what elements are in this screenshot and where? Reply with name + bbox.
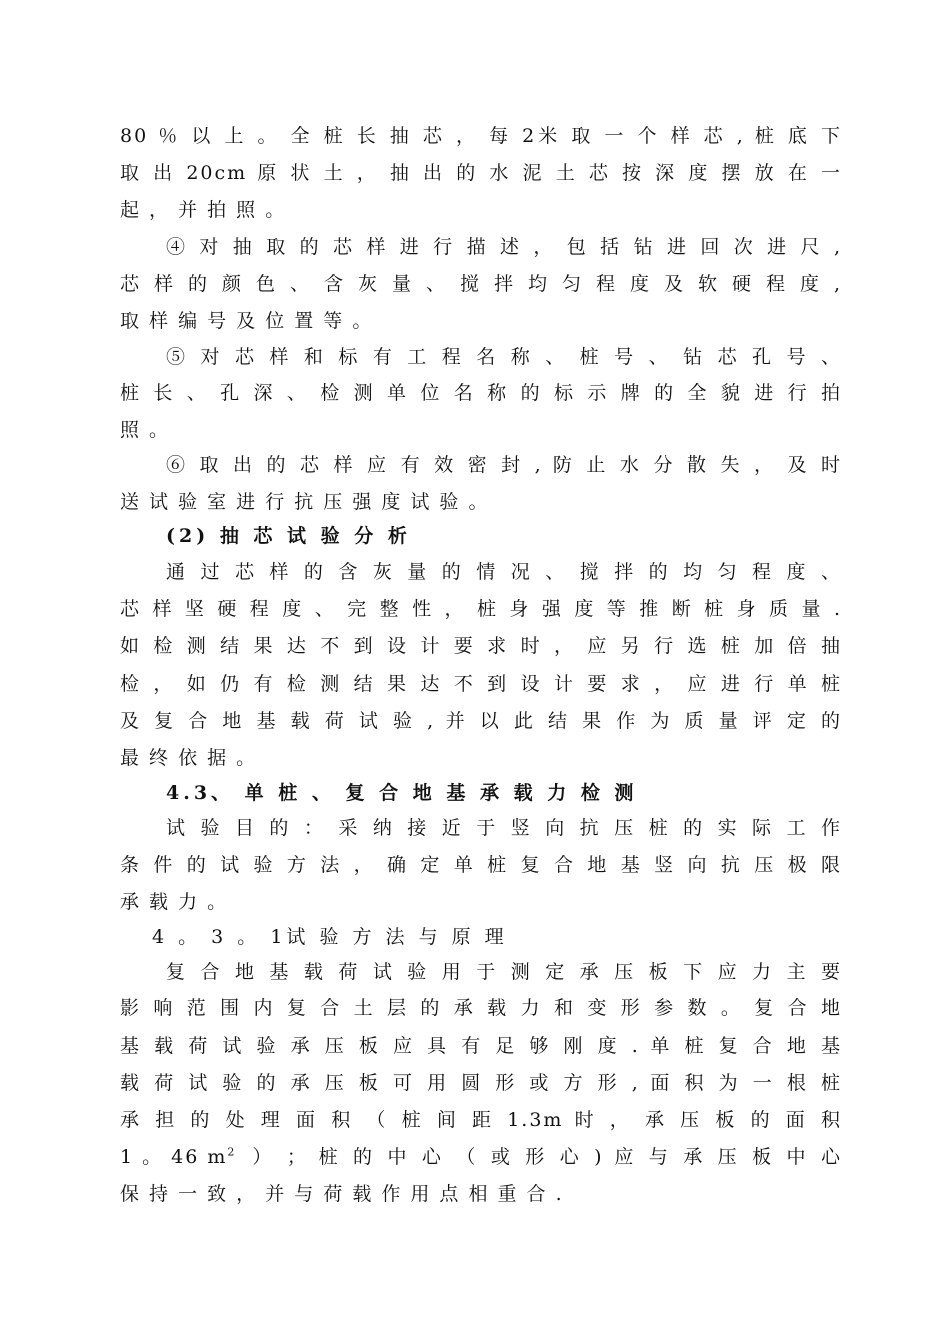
section-heading: 4.3、 单 桩 、 复 合 地 基 承 载 力 检 测 bbox=[166, 782, 638, 804]
text-line: 承 载 力 。 bbox=[120, 891, 229, 913]
subsection-heading: 4 。 3 。 1试 验 方 法 与 原 理 bbox=[152, 926, 508, 948]
text-line: 桩 长 、 孔 深 、 检 测 单 位 名 称 的 标 示 牌 的 全 貌 进 行 拍 bbox=[120, 382, 842, 404]
text-line: 芯 样 坚 硬 程 度 、 完 整 性 ， 桩 身 强 度 等 推 断 桩 身 质 量 . bbox=[120, 598, 842, 620]
text-line: 照 。 bbox=[120, 419, 171, 441]
text-line: ⑥ 取 出 的 芯 样 应 有 效 密 封 , 防 止 水 分 散 失 ， 及 时 bbox=[166, 454, 842, 476]
text-line: 承 担 的 处 理 面 积 （ 桩 间 距 1.3m 时 ， 承 压 板 的 面 积 bbox=[120, 1109, 842, 1131]
text-line: 如 检 测 结 果 达 不 到 设 计 要 求 时 ， 应 另 行 选 桩 加 倍 抽 bbox=[120, 635, 842, 657]
text-line: 检 ， 如 仍 有 检 测 结 果 达 不 到 设 计 要 求 ， 应 进 行 单 桩 bbox=[120, 673, 842, 695]
text-line: 80 ％ 以 上 。 全 桩 长 抽 芯 ， 每 2米 取 一 个 样 芯 , 桩 底 下 bbox=[120, 125, 842, 147]
text-line: 保 持 一 致 ， 并 与 荷 载 作 用 点 相 重 合 . bbox=[120, 1183, 564, 1205]
text-fragment bbox=[120, 1142, 236, 1172]
text-line: 送 试 验 室 进 行 抗 压 强 度 试 验 。 bbox=[120, 491, 490, 513]
text-line: 取 出 20cm 原 状 土 ， 抽 出 的 水 泥 土 芯 按 深 度 摆 放 在 一 bbox=[120, 162, 842, 184]
section-heading: (2) 抽 芯 试 验 分 析 bbox=[166, 525, 411, 547]
text-line: 通 过 芯 样 的 含 灰 量 的 情 况 、 搅 拌 的 均 匀 程 度 、 bbox=[166, 561, 842, 583]
text-line: 及 复 合 地 基 载 荷 试 验 , 并 以 此 结 果 作 为 质 量 评 定 的 bbox=[120, 710, 842, 732]
text-line: 基 载 荷 试 验 承 压 板 应 具 有 足 够 刚 度 . 单 桩 复 合 地 基 bbox=[120, 1035, 842, 1057]
text-line: 载 荷 试 验 的 承 压 板 可 用 圆 形 或 方 形 , 面 积 为 一 根 桩 bbox=[120, 1072, 842, 1094]
superscript: 2 bbox=[227, 1145, 237, 1159]
text-line: 最 终 依 据 。 bbox=[120, 747, 258, 769]
text-line: 芯 样 的 颜 色 、 含 灰 量 、 搅 拌 均 匀 程 度 及 软 硬 程 度 , bbox=[120, 273, 842, 295]
text-line: 起 ， 并 拍 照 。 bbox=[120, 199, 287, 221]
text-line: 条 件 的 试 验 方 法 ， 确 定 单 桩 复 合 地 基 竖 向 抗 压 极 限 bbox=[120, 854, 842, 876]
text-line: 复 合 地 基 载 荷 试 验 用 于 测 定 承 压 板 下 应 力 主 要 bbox=[166, 961, 842, 983]
text-line: 影 响 范 围 内 复 合 土 层 的 承 载 力 和 变 形 参 数 。 复 合 地 bbox=[120, 997, 842, 1019]
text-line: 取 样 编 号 及 位 置 等 。 bbox=[120, 310, 374, 332]
text-line bbox=[120, 1142, 842, 1172]
text-fragment: ） ； 桩 的 中 心 （ 或 形 心 ) 应 与 承 压 板 中 心 bbox=[252, 1146, 842, 1168]
text-fragment: 1 。 46 m bbox=[120, 1146, 228, 1168]
text-line: 试 验 目 的 ： 采 纳 接 近 于 竖 向 抗 压 桩 的 实 际 工 作 bbox=[166, 817, 842, 839]
text-line: ④ 对 抽 取 的 芯 样 进 行 描 述 ， 包 括 钻 进 回 次 进 尺 , bbox=[166, 236, 842, 258]
text-line: ⑤ 对 芯 样 和 标 有 工 程 名 称 、 桩 号 、 钻 芯 孔 号 、 bbox=[166, 346, 842, 368]
